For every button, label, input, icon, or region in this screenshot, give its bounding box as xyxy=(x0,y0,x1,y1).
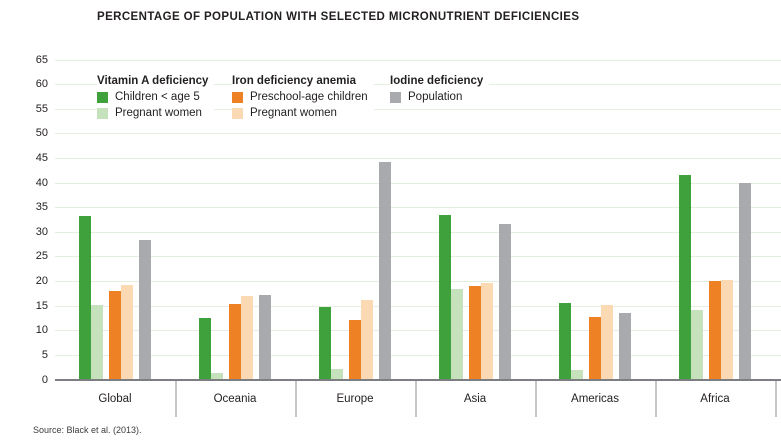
legend-group-title: Iodine deficiency xyxy=(390,75,484,87)
chart-title: PERCENTAGE OF POPULATION WITH SELECTED MICRONUTRIENT DEFICIENCIES xyxy=(97,11,580,23)
legend-item-label: Population xyxy=(408,91,463,103)
y-tick-label: 15 xyxy=(35,299,48,312)
legend-item xyxy=(232,107,368,119)
bar xyxy=(679,175,691,380)
bar xyxy=(499,224,511,380)
bar xyxy=(91,305,103,380)
bar xyxy=(439,215,451,380)
y-tick-label: 20 xyxy=(35,275,48,288)
y-tick-label: 30 xyxy=(35,225,48,238)
bar xyxy=(691,310,703,380)
bar xyxy=(481,283,493,380)
bar xyxy=(619,313,631,380)
legend-item-label: Children < age 5 xyxy=(115,91,200,103)
y-tick-label: 0 xyxy=(41,373,48,386)
bar-group-africa xyxy=(655,60,775,380)
bar xyxy=(121,285,133,380)
y-tick-label: 50 xyxy=(35,127,48,140)
bar xyxy=(319,307,331,380)
legend-swatch-icon xyxy=(232,108,243,119)
bar xyxy=(739,183,751,380)
category-label-africa: Africa xyxy=(700,393,730,405)
bar xyxy=(709,281,721,380)
legend-item xyxy=(390,91,483,103)
source-note: Source: Black et al. (2013). xyxy=(33,425,142,435)
bar xyxy=(259,295,271,380)
legend-item xyxy=(97,91,208,103)
bar xyxy=(589,317,601,380)
y-tick-label: 5 xyxy=(41,348,48,361)
y-tick-label: 45 xyxy=(35,151,48,164)
category-label-oceania: Oceania xyxy=(213,393,257,405)
bar xyxy=(229,304,241,380)
bar xyxy=(79,216,91,380)
legend-swatch-icon xyxy=(390,92,401,103)
category-label-europe: Europe xyxy=(336,393,374,405)
legend-group-title: Iron deficiency anemia xyxy=(232,75,356,87)
bar xyxy=(139,240,151,380)
bar xyxy=(721,280,733,380)
legend-swatch-icon xyxy=(97,92,108,103)
bar xyxy=(451,289,463,380)
legend-item xyxy=(232,91,368,103)
y-tick-label: 35 xyxy=(35,201,48,214)
x-axis-line xyxy=(55,379,781,381)
y-tick-label: 10 xyxy=(35,324,48,337)
legend-group-3 xyxy=(390,73,489,107)
legend-swatch-icon xyxy=(97,108,108,119)
y-tick-label: 60 xyxy=(35,78,48,91)
legend-group-2 xyxy=(232,73,374,123)
y-tick-label: 40 xyxy=(35,176,48,189)
legend-group-1 xyxy=(97,73,214,123)
bar xyxy=(559,303,571,380)
legend-group-title: Vitamin A deficiency xyxy=(97,75,209,87)
y-tick-label: 65 xyxy=(35,53,48,66)
bar xyxy=(199,318,211,380)
legend-item-label: Pregnant women xyxy=(250,107,337,119)
legend-swatch-icon xyxy=(232,92,243,103)
bar xyxy=(241,296,253,380)
legend-item-label: Pregnant women xyxy=(115,107,202,119)
legend-item xyxy=(97,107,208,119)
category-separator xyxy=(775,380,777,417)
bar xyxy=(361,300,373,380)
bar xyxy=(379,162,391,380)
bar xyxy=(469,286,481,380)
y-tick-label: 25 xyxy=(35,250,48,263)
category-label-asia: Asia xyxy=(463,393,487,405)
bar-group-asia xyxy=(415,60,535,380)
bar xyxy=(349,320,361,380)
legend-item-label: Preschool-age children xyxy=(250,91,368,103)
category-label-americas: Americas xyxy=(571,393,619,405)
category-label-global: Global xyxy=(98,393,132,405)
bar xyxy=(601,305,613,380)
bar-group-americas xyxy=(535,60,655,380)
y-tick-label: 55 xyxy=(35,102,48,115)
bar xyxy=(109,291,121,380)
